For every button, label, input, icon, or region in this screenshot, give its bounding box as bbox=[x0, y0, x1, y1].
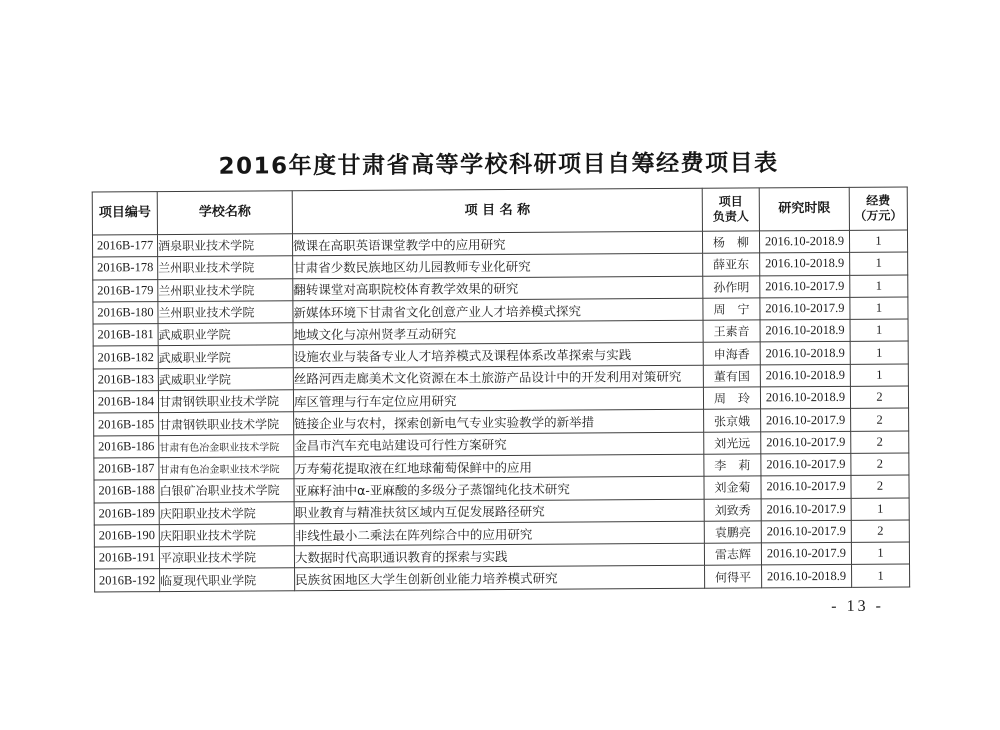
school-name-cell: 兰州职业技术学院 bbox=[158, 256, 293, 279]
research-period-cell: 2016.10-2017.9 bbox=[761, 409, 851, 432]
project-name-cell: 新媒体环境下甘肃省文化创意产业人才培养模式探究 bbox=[293, 298, 703, 323]
fund-cell: 2 bbox=[851, 408, 909, 431]
project-id-cell: 2016B-179 bbox=[93, 279, 158, 302]
school-name-cell: 临夏现代职业学院 bbox=[160, 568, 295, 591]
school-name-cell: 武威职业学院 bbox=[158, 345, 293, 368]
research-period-cell: 2016.10-2017.9 bbox=[761, 431, 851, 454]
school-name-cell: 酒泉职业技术学院 bbox=[157, 234, 292, 257]
school-name-cell: 甘肃有色冶金职业技术学院 bbox=[159, 434, 294, 457]
research-period-cell: 2016.10-2017.9 bbox=[760, 275, 850, 298]
research-period-cell: 2016.10-2018.9 bbox=[760, 253, 850, 276]
table-row bbox=[95, 564, 910, 591]
project-id-cell: 2016B-182 bbox=[93, 346, 158, 369]
header-fund-line1: 经费 bbox=[866, 193, 891, 208]
fund-cell: 1 bbox=[850, 297, 908, 320]
project-id-cell: 2016B-184 bbox=[93, 391, 158, 414]
projects-table bbox=[92, 187, 910, 593]
project-leader-cell: 申海香 bbox=[703, 342, 760, 365]
project-name-cell: 翻转课堂对高职院校体育教学效果的研究 bbox=[293, 276, 703, 301]
fund-cell: 1 bbox=[852, 564, 910, 587]
header-row bbox=[92, 187, 907, 235]
project-id-cell: 2016B-190 bbox=[94, 524, 159, 547]
research-period-cell: 2016.10-2017.9 bbox=[761, 543, 851, 566]
header-research-period: 研究时限 bbox=[759, 187, 849, 231]
fund-cell: 2 bbox=[851, 431, 909, 454]
header-project-leader bbox=[702, 188, 759, 231]
project-id-cell: 2016B-192 bbox=[95, 569, 160, 592]
project-leader-cell: 杨 柳 bbox=[702, 231, 759, 254]
school-name-cell: 平凉职业技术学院 bbox=[159, 546, 294, 569]
research-period-cell: 2016.10-2018.9 bbox=[760, 386, 850, 409]
research-period-cell: 2016.10-2017.9 bbox=[761, 453, 851, 476]
fund-cell: 2 bbox=[851, 520, 909, 543]
project-id-cell: 2016B-191 bbox=[94, 547, 159, 570]
fund-cell: 1 bbox=[851, 542, 909, 565]
school-name-cell: 武威职业学院 bbox=[158, 368, 293, 391]
project-leader-cell: 周 玲 bbox=[703, 387, 760, 410]
project-name-cell: 职业教育与精准扶贫区域内互促发展路径研究 bbox=[294, 499, 704, 524]
project-name-cell: 民族贫困地区大学生创新创业能力培养模式研究 bbox=[295, 566, 705, 591]
project-name-cell: 万寿菊花提取液在红地球葡萄保鲜中的应用 bbox=[294, 454, 704, 479]
school-name-cell: 甘肃钢铁职业技术学院 bbox=[158, 390, 293, 413]
header-school-name: 学校名称 bbox=[157, 191, 292, 235]
project-leader-cell: 袁鹏亮 bbox=[704, 521, 761, 544]
fund-cell: 1 bbox=[850, 319, 908, 342]
fund-cell: 2 bbox=[851, 453, 909, 476]
school-name-cell: 庆阳职业技术学院 bbox=[159, 524, 294, 547]
project-leader-cell: 张京娥 bbox=[704, 409, 761, 432]
header-project-name: 项 目 名 称 bbox=[292, 188, 702, 234]
project-name-cell: 链接企业与农村，探索创新电气专业实验教学的新举措 bbox=[294, 410, 704, 435]
research-period-cell: 2016.10-2017.9 bbox=[761, 476, 851, 499]
project-id-cell: 2016B-186 bbox=[94, 435, 159, 458]
project-leader-cell: 何得平 bbox=[705, 565, 762, 588]
research-period-cell: 2016.10-2017.9 bbox=[761, 520, 851, 543]
fund-cell: 1 bbox=[850, 364, 908, 387]
school-name-cell: 白银矿冶职业技术学院 bbox=[159, 479, 294, 502]
project-id-cell: 2016B-180 bbox=[93, 301, 158, 324]
research-period-cell: 2016.10-2017.9 bbox=[761, 498, 851, 521]
research-period-cell: 2016.10-2018.9 bbox=[762, 565, 852, 588]
page-number: - 13 - bbox=[831, 597, 884, 615]
school-name-cell: 兰州职业技术学院 bbox=[158, 278, 293, 301]
project-id-cell: 2016B-187 bbox=[94, 458, 159, 481]
project-name-cell: 金昌市汽车充电站建设可行性方案研究 bbox=[294, 432, 704, 457]
project-id-cell: 2016B-189 bbox=[94, 502, 159, 525]
page-title: 2016年度甘肃省高等学校科研项目自筹经费项目表 bbox=[218, 150, 779, 180]
school-name-cell: 兰州职业技术学院 bbox=[158, 301, 293, 324]
project-leader-cell: 雷志辉 bbox=[704, 543, 761, 566]
header-fund bbox=[849, 187, 907, 230]
project-name-cell: 设施农业与装备专业人才培养模式及课程体系改革探索与实践 bbox=[293, 343, 703, 368]
project-id-cell: 2016B-185 bbox=[94, 413, 159, 436]
project-name-cell: 非线性最小二乘法在阵列综合中的应用研究 bbox=[294, 521, 704, 546]
project-leader-cell: 刘致秀 bbox=[704, 498, 761, 521]
school-name-cell: 甘肃有色冶金职业技术学院 bbox=[159, 457, 294, 480]
project-name-cell: 丝路河西走廊美术文化资源在本土旅游产品设计中的开发利用对策研究 bbox=[293, 365, 703, 390]
project-id-cell: 2016B-178 bbox=[93, 257, 158, 280]
research-period-cell: 2016.10-2018.9 bbox=[760, 320, 850, 343]
research-period-cell: 2016.10-2018.9 bbox=[760, 364, 850, 387]
research-period-cell: 2016.10-2018.9 bbox=[759, 230, 849, 253]
project-name-cell: 亚麻籽油中α-亚麻酸的多级分子蒸馏纯化技术研究 bbox=[294, 477, 704, 502]
fund-cell: 2 bbox=[851, 475, 909, 498]
header-leader-line1: 项目 bbox=[718, 194, 743, 209]
header-leader-line2: 负责人 bbox=[712, 209, 749, 224]
header-project-id: 项目编号 bbox=[92, 192, 157, 235]
project-leader-cell: 刘光远 bbox=[704, 432, 761, 455]
project-leader-cell: 薛亚东 bbox=[703, 253, 760, 276]
fund-cell: 1 bbox=[851, 498, 909, 521]
project-name-cell: 微课在高职英语课堂教学中的应用研究 bbox=[292, 231, 702, 256]
fund-cell: 1 bbox=[849, 230, 907, 253]
project-id-cell: 2016B-188 bbox=[94, 480, 159, 503]
project-id-cell: 2016B-177 bbox=[92, 235, 157, 258]
school-name-cell: 甘肃钢铁职业技术学院 bbox=[159, 412, 294, 435]
project-leader-cell: 王素音 bbox=[703, 320, 760, 343]
project-name-cell: 地域文化与凉州贤孝互动研究 bbox=[293, 320, 703, 345]
project-leader-cell: 李 莉 bbox=[704, 454, 761, 477]
table-body bbox=[92, 230, 909, 592]
research-period-cell: 2016.10-2017.9 bbox=[760, 297, 850, 320]
research-period-cell: 2016.10-2018.9 bbox=[760, 342, 850, 365]
header-fund-line2: （万元） bbox=[854, 208, 903, 223]
project-name-cell: 库区管理与行车定位应用研究 bbox=[293, 387, 703, 412]
fund-cell: 2 bbox=[850, 386, 908, 409]
project-leader-cell: 刘金菊 bbox=[704, 476, 761, 499]
project-leader-cell: 董有国 bbox=[703, 365, 760, 388]
table-header bbox=[92, 187, 907, 235]
project-leader-cell: 孙作明 bbox=[703, 276, 760, 299]
fund-cell: 1 bbox=[850, 275, 908, 298]
project-leader-cell: 周 宁 bbox=[703, 298, 760, 321]
fund-cell: 1 bbox=[850, 341, 908, 364]
project-name-cell: 大数据时代高职通识教育的探索与实践 bbox=[294, 543, 704, 568]
fund-cell: 1 bbox=[850, 252, 908, 275]
project-name-cell: 甘肃省少数民族地区幼儿园教师专业化研究 bbox=[293, 254, 703, 279]
school-name-cell: 武威职业学院 bbox=[158, 323, 293, 346]
project-id-cell: 2016B-183 bbox=[93, 368, 158, 391]
project-id-cell: 2016B-181 bbox=[93, 324, 158, 347]
school-name-cell: 庆阳职业技术学院 bbox=[159, 501, 294, 524]
